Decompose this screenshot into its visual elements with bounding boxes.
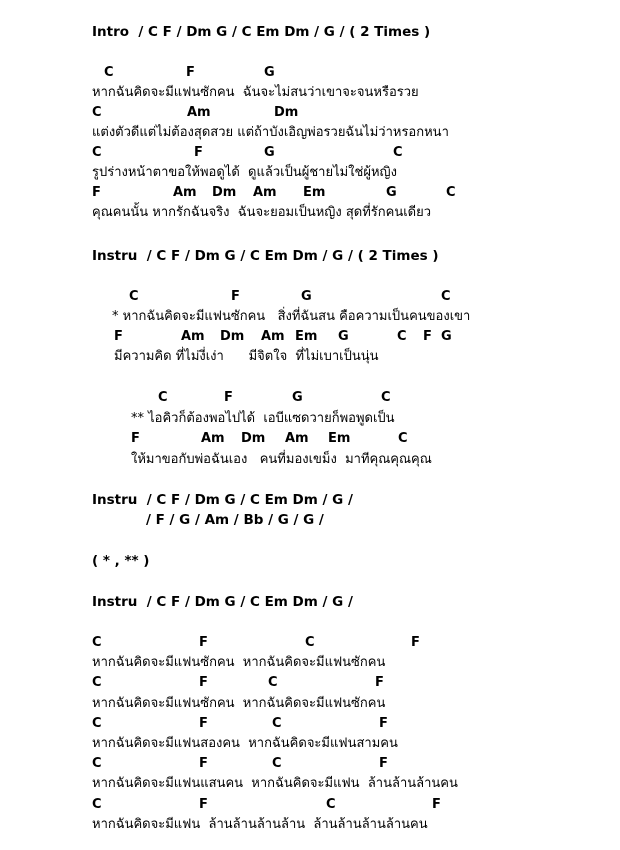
lyric-line: คุณคนนั้น หากรักฉันจริง ฉันจะยอมเป็นหญิง สุดที่รักคนเดียว: [92, 205, 432, 220]
lyric-line: หากฉันคิดจะมีแฟนซักคน หากฉันคิดจะมีแฟนซักคน: [92, 695, 386, 711]
chord: C: [104, 65, 114, 80]
chord: C: [398, 431, 408, 446]
instru-line-2a: Instru / C F / Dm G / C Em Dm / G /: [92, 492, 353, 508]
intro-line: Intro / C F / Dm G / C Em Dm / G / ( 2 Times ): [92, 24, 431, 40]
chord: C: [92, 715, 102, 731]
chord: Em: [303, 185, 326, 200]
chord: Am: [201, 431, 225, 446]
lyric-line: หากฉันคิดจะมีแฟนซักคน หากฉันคิดจะมีแฟนซักคน: [92, 655, 386, 671]
lyric-line: หากฉันคิดจะมีแฟนสองคน หากฉันคิดจะมีแฟนสามคน: [92, 736, 398, 751]
lyric-line: ให้มาขอกับพ่อฉันเอง คนที่มองเขม็ง มาทีคุณคุณคุณ: [131, 451, 432, 467]
chord: F: [92, 185, 101, 200]
chord: C: [326, 796, 336, 812]
chord: C: [92, 145, 102, 160]
chord: F: [199, 796, 208, 812]
chord: G: [386, 185, 397, 200]
lyric-line: หากฉันคิดจะมีแฟนซักคน ฉันจะไม่สนว่าเขาจะจนหรือรวย: [92, 85, 419, 100]
chord: F: [432, 796, 441, 812]
chord: F: [379, 756, 388, 772]
chord: C: [92, 756, 102, 772]
chord: C: [446, 185, 456, 200]
chord: Am: [285, 431, 309, 446]
chord: F: [199, 635, 208, 650]
chord: Dm: [220, 329, 245, 344]
chord: G: [338, 329, 349, 344]
chord: F: [411, 635, 420, 650]
chord: Am: [253, 185, 277, 200]
chord: G: [301, 289, 312, 304]
chord: F: [131, 431, 140, 446]
chord: Am: [181, 329, 205, 344]
lyric-line: หากฉันคิดจะมีแฟนแสนคน หากฉันคิดจะมีแฟน ล้านล้านล้านคน: [92, 776, 458, 792]
chord: Am: [187, 105, 211, 120]
chord: C: [441, 289, 451, 304]
chord: C: [92, 796, 102, 812]
chord: C: [397, 329, 407, 344]
chord: C: [268, 675, 278, 691]
chord: F: [199, 756, 208, 772]
lyric-line: แต่งตัวดีแต่ไม่ต้องสุดสวย แต่ถ้าบังเอิญพ่อรวยฉันไม่ว่าหรอกหนา: [92, 125, 449, 140]
lyric-line: หากฉันคิดจะมีแฟน ล้านล้านล้านล้าน ล้านล้านล้านล้านคน: [92, 816, 428, 832]
chord: Dm: [241, 431, 266, 446]
chord: C: [393, 145, 403, 160]
chord: Am: [173, 185, 197, 200]
repeat-marker: ( * , ** ): [92, 553, 150, 569]
chord: F: [379, 715, 388, 731]
chord: C: [92, 675, 102, 691]
chord: C: [129, 289, 139, 304]
chord: G: [264, 65, 275, 80]
chord: F: [375, 675, 384, 691]
lyric-line: * หากฉันคิดจะมีแฟนซักคน สิ่งที่ฉันสน คือความเป็นคนของเขา: [112, 309, 471, 324]
lyric-line: ** ไอคิวก็ต้องพอไปได้ เอบีแซดวายก็พอพูดเป็น: [131, 410, 395, 426]
chord: F: [186, 65, 195, 80]
chord: F: [199, 715, 208, 731]
chord: G: [441, 329, 452, 344]
instru-line-3: Instru / C F / Dm G / C Em Dm / G /: [92, 594, 353, 610]
lyric-line: มีความคิด ที่ไม่งี่เง่า มีจิตใจ ที่ไม่เบาเป็นนุ่น: [114, 349, 379, 364]
chord: C: [92, 105, 102, 120]
chord: Em: [295, 329, 318, 344]
chord: C: [305, 635, 315, 650]
instru-line-2b: / F / G / Am / Bb / G / G /: [146, 512, 324, 528]
chord: Dm: [212, 185, 237, 200]
chord: F: [224, 390, 233, 405]
chord: G: [264, 145, 275, 160]
chord: C: [158, 390, 168, 405]
chord: G: [292, 390, 303, 405]
chord: F: [199, 675, 208, 691]
chord: Em: [328, 431, 351, 446]
chord: F: [194, 145, 203, 160]
chord: F: [231, 289, 240, 304]
chord: F: [114, 329, 123, 344]
chord: C: [381, 390, 391, 405]
lyric-line: รูปร่างหน้าตาขอให้พอดูได้ ดูแล้วเป็นผู้ชายไม่ใช่ผู้หญิง: [92, 165, 397, 180]
chord: C: [92, 635, 102, 650]
instru-line-1: Instru / C F / Dm G / C Em Dm / G / ( 2 Times ): [92, 248, 439, 264]
chord: Dm: [274, 105, 299, 120]
chord: Am: [261, 329, 285, 344]
chord: C: [272, 715, 282, 731]
chord: C: [272, 756, 282, 772]
chord: F: [423, 329, 432, 344]
